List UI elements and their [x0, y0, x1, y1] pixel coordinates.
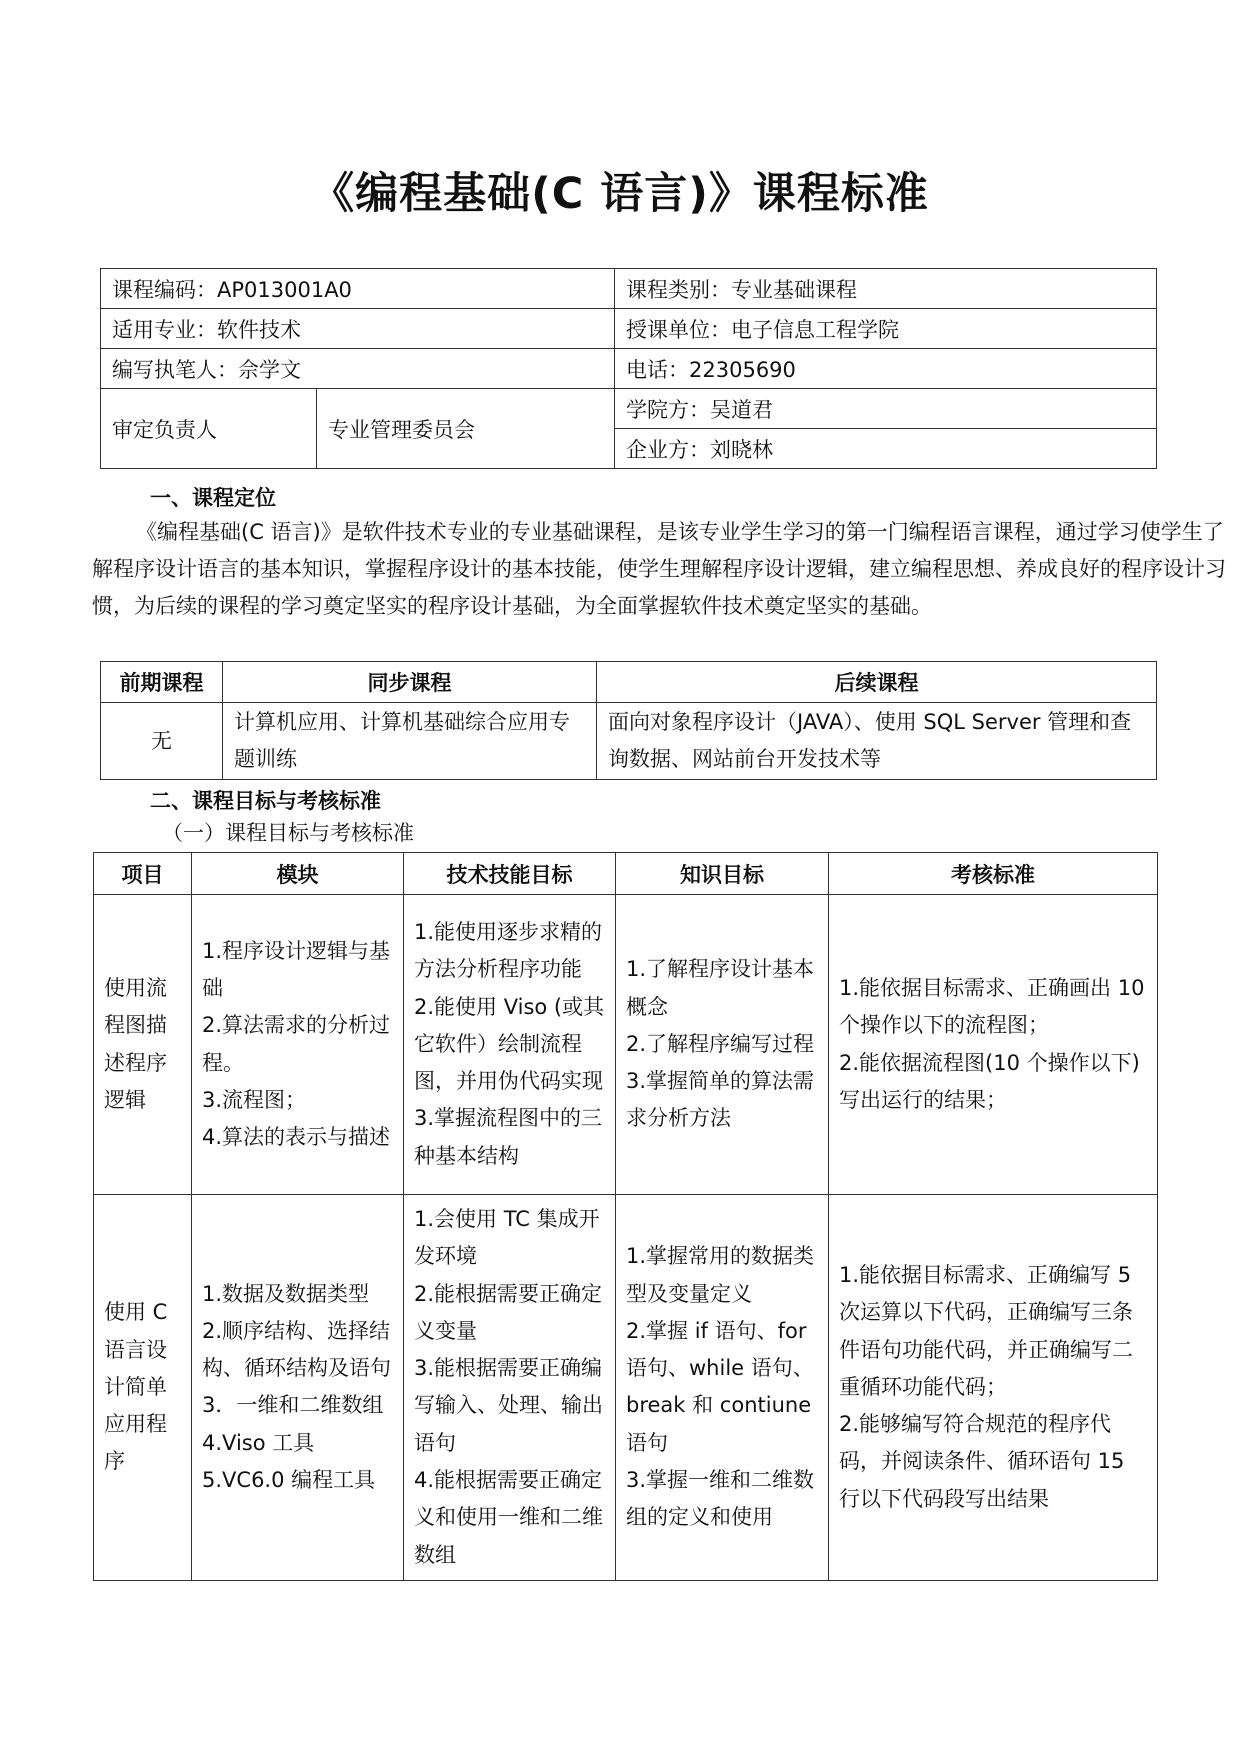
section-heading-goals: 二、课程目标与考核标准	[150, 789, 381, 813]
list-item: 1.能依据目标需求、正确画出 10 个操作以下的流程图；	[839, 975, 1145, 1038]
skill-cell	[404, 1195, 616, 1581]
list-item: 1.能依据目标需求、正确编写 5 次运算以下代码，正确编写三条件语句功能代码，并正确编写二重循环功能代码；	[839, 1262, 1133, 1399]
list-item: 4.算法的表示与描述	[202, 1125, 391, 1150]
related-courses-table	[100, 661, 1157, 780]
list-item: 4.能根据需要正确定义和使用一维和二维数组	[414, 1468, 603, 1567]
list-item: 1.会使用 TC 集成开发环境	[414, 1207, 600, 1269]
module-cell	[192, 895, 404, 1195]
project-cell: 使用流程图描述程序逻辑	[94, 895, 192, 1195]
review-committee: 专业管理委员会	[317, 389, 615, 469]
goals-table	[93, 852, 1158, 1581]
teaching-unit: 授课单位：电子信息工程学院	[615, 309, 1157, 349]
knowledge-cell	[616, 895, 829, 1195]
header-subsequent-courses: 后续课程	[597, 662, 1157, 703]
list-item: 2.算法需求的分析过程。	[202, 1013, 391, 1075]
project-cell: 使用 C 语言设计简单应用程序	[94, 1195, 192, 1581]
table-row	[94, 1195, 1158, 1581]
header-knowledge-goals: 知识目标	[616, 853, 829, 895]
assessment-cell	[829, 895, 1158, 1195]
enterprise-reviewer: 企业方：刘晓林	[615, 429, 1157, 469]
subsequent-courses: 面向对象程序设计（JAVA）、使用 SQL Server 管理和查询数据、网站前台开发技术等	[597, 703, 1157, 780]
list-item: 5.VC6.0 编程工具	[202, 1468, 376, 1493]
subsection-heading-goals: （一）课程目标与考核标准	[162, 821, 414, 845]
list-item: 4.Viso 工具	[202, 1430, 315, 1455]
list-item: 3.能根据需要正确编写输入、处理、输出语句	[414, 1356, 603, 1455]
section-body-positioning: 《编程基础(C 语言)》是软件技术专业的专业基础课程，是该专业学生学习的第一门编程语言课程，通过学习使学生了解程序设计语言的基本知识，掌握程序设计的基本技能，使学生理解程序设计逻辑，建立编程思想、养成良好的程序设计习惯，为后续的课程的学习奠定坚实的程序设计基础，为全面掌握软件技术奠定坚实的基础。	[92, 520, 1226, 618]
knowledge-cell	[616, 1195, 829, 1581]
course-info-table	[100, 268, 1157, 469]
applicable-major: 适用专业：软件技术	[101, 309, 615, 349]
list-item: 3.掌握流程图中的三种基本结构	[414, 1106, 603, 1168]
list-item: 1.了解程序设计基本概念	[626, 957, 815, 1019]
header-module: 模块	[192, 853, 404, 895]
section-heading-positioning: 一、课程定位	[150, 486, 276, 510]
list-item: 3．一维和二维数组	[202, 1393, 384, 1418]
phone: 电话：22305690	[615, 349, 1157, 389]
skill-cell	[404, 895, 616, 1195]
concurrent-courses: 计算机应用、计算机基础综合应用专题训练	[223, 703, 597, 780]
header-assessment: 考核标准	[829, 853, 1158, 895]
list-item: 2.能根据需要正确定义变量	[414, 1281, 603, 1343]
list-item: 3.掌握简单的算法需求分析方法	[626, 1069, 815, 1131]
list-item: 1.数据及数据类型	[202, 1281, 370, 1306]
course-code: 课程编码：AP013001A0	[101, 269, 615, 309]
list-item: 2.能依据流程图(10 个操作以下)写出运行的结果；	[839, 1050, 1140, 1112]
list-item: 1.能使用逐步求精的方法分析程序功能	[414, 919, 603, 982]
header-project: 项目	[94, 853, 192, 895]
list-item: 2.能使用 Viso (或其它软件）绘制流程图，并用伪代码实现	[414, 994, 605, 1094]
course-type: 课程类别：专业基础课程	[615, 269, 1157, 309]
author: 编写执笔人：佘学文	[101, 349, 615, 389]
list-item: 2.能够编写符合规范的程序代码，并阅读条件、循环语句 15 行以下代码段写出结果	[839, 1412, 1125, 1511]
table-row	[94, 895, 1158, 1195]
college-reviewer: 学院方：吴道君	[615, 389, 1157, 429]
list-item: 2.顺序结构、选择结构、循环结构及语句	[202, 1318, 391, 1381]
list-item: 2.掌握 if 语句、for 语句、while 语句、break 和 contiune 语句	[626, 1318, 814, 1455]
header-prior-courses: 前期课程	[101, 662, 223, 703]
reviewer-label: 审定负责人	[101, 389, 317, 469]
list-item: 3.掌握一维和二维数组的定义和使用	[626, 1468, 815, 1530]
header-skill-goals: 技术技能目标	[404, 853, 616, 895]
list-item: 1.掌握常用的数据类型及变量定义	[626, 1244, 815, 1306]
list-item: 2.了解程序编写过程	[626, 1031, 815, 1056]
list-item: 3.流程图；	[202, 1087, 307, 1112]
assessment-cell	[829, 1195, 1158, 1581]
list-item: 1.程序设计逻辑与基础	[202, 938, 391, 1000]
module-cell	[192, 1195, 404, 1581]
prior-courses: 无	[101, 703, 223, 780]
page-title: 《编程基础(C 语言)》课程标准	[311, 169, 929, 219]
header-concurrent-courses: 同步课程	[223, 662, 597, 703]
